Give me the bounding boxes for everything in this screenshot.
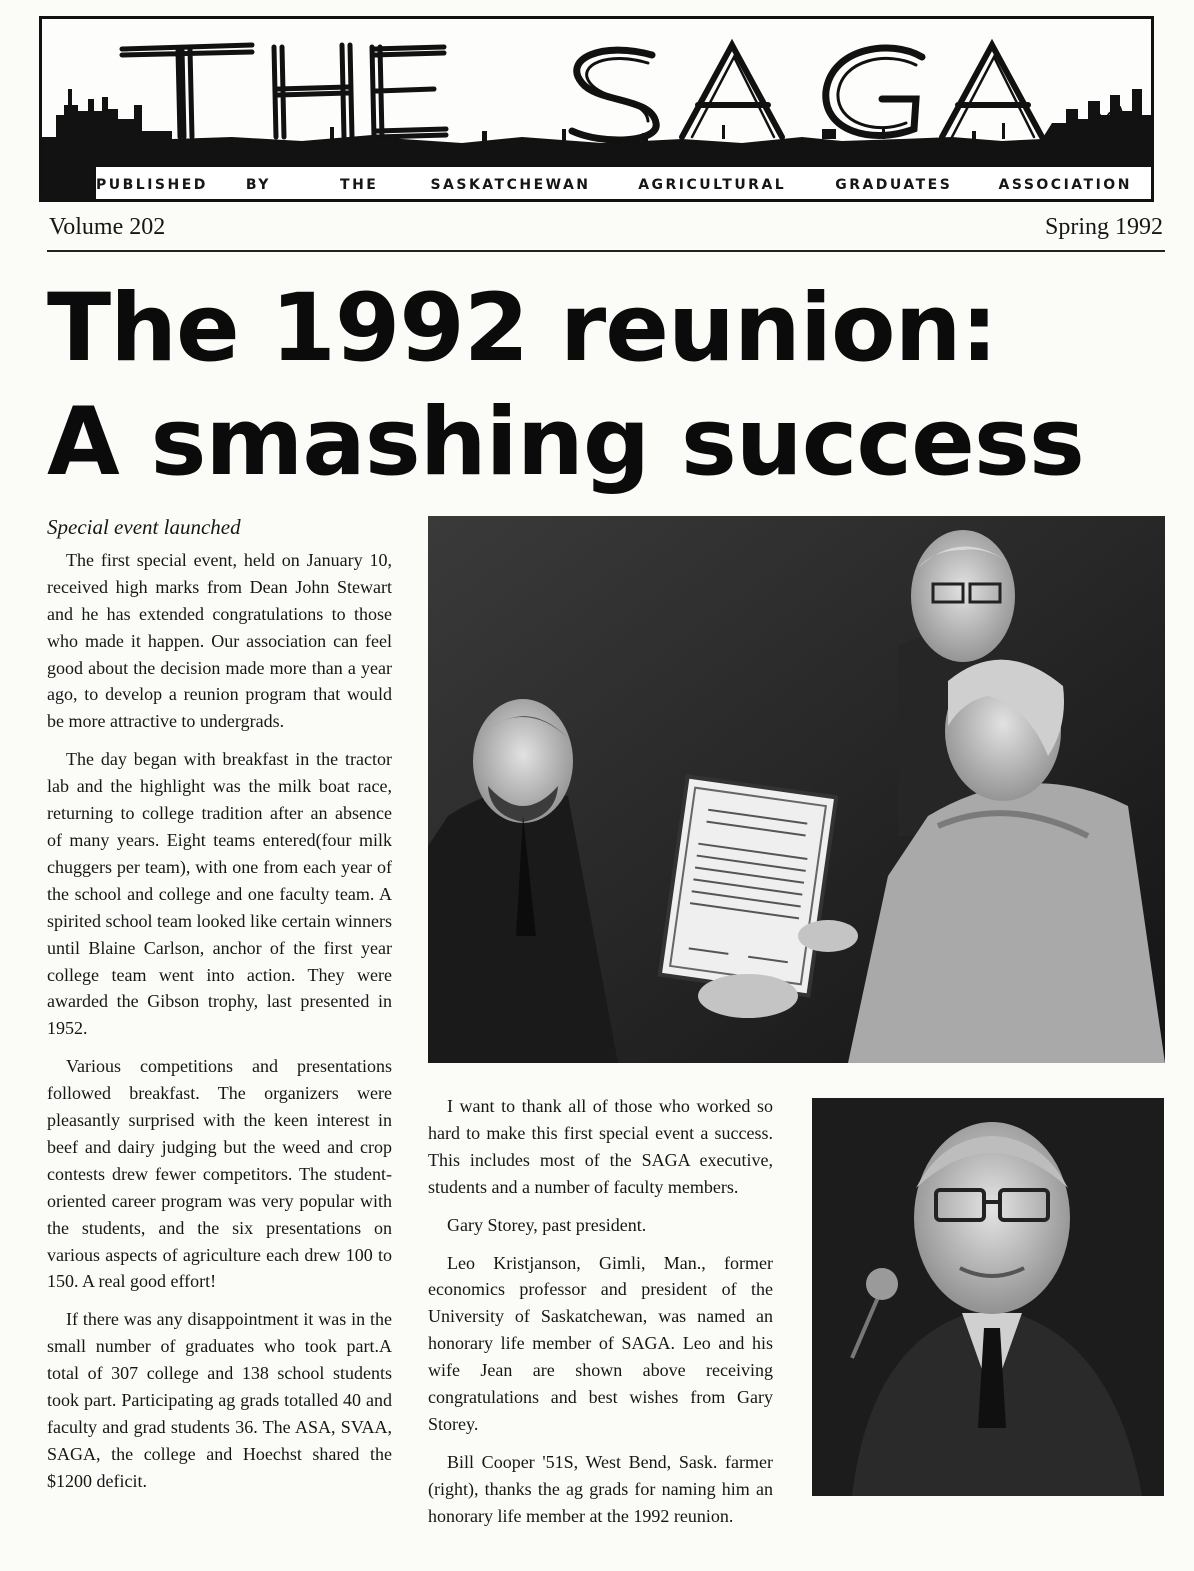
- tagline-word: AGRICULTURAL: [638, 177, 787, 193]
- tagline-word: GRADUATES: [835, 177, 953, 193]
- photo-award-presentation: [428, 516, 1165, 1063]
- article-paragraph: Various competitions and presentations followed breakfast. The organizers were pleasantly surprised with the keen interest in beef and dairy judging but the weed and crop contests drew fewer competitors. The student-oriented career program was very popular with the students, and the six presentations on various aspects of agriculture each drew 100 to 150. A real good effort!: [47, 1056, 392, 1292]
- masthead-title-lettering: [122, 45, 1124, 140]
- headline: [47, 272, 1167, 500]
- issue-season: Spring 1992: [1044, 214, 1163, 240]
- photo-caption: Leo Kristjanson, Gimli, Man., former economics professor and president of the University of Saskatchewan, was named an honorary life member of SAGA. Leo and his wife Jean are shown above receiving congratulations and best wishes from Gary Storey.: [428, 1252, 773, 1434]
- article-signoff: Gary Storey, past president.: [447, 1214, 647, 1235]
- article-paragraph: If there was any disappointment it was in the small number of graduates who took part.A total of 307 college and 138 school students took part. Participating ag grads totalled 40 and faculty and grad students 36. The ASA, SVAA, SAGA, the college and Hoechst shared the $1200 deficit.: [47, 1309, 392, 1491]
- article-paragraph: The first special event, held on January 10, received high marks from Dean John Stewart and he has extended congratulations to those who made it happen. Our association can feel good about the decision made more than a year ago, to develop a reunion program that would be more attractive to undergrads.: [47, 549, 392, 732]
- volume-number: Volume 202: [49, 214, 166, 240]
- article-column-middle: [428, 1093, 773, 1541]
- article-subhead: Special event launched: [47, 515, 241, 539]
- article-column-left: [47, 514, 392, 1506]
- tagline-word: SASKATCHEWAN: [430, 177, 591, 193]
- photo-bill-cooper: [812, 1098, 1164, 1496]
- tagline-word: BY: [245, 177, 271, 193]
- tagline-word: PUBLISHED: [96, 177, 208, 193]
- headline-line-2: A smashing success: [47, 388, 1084, 497]
- masthead-tagline: [94, 165, 1154, 202]
- headline-line-1: The 1992 reunion:: [47, 274, 998, 383]
- photo-award-presentation-image: [428, 516, 1165, 1063]
- masthead: [39, 16, 1154, 202]
- issue-line: [47, 210, 1165, 252]
- photo-bill-cooper-image: [812, 1098, 1164, 1496]
- photo-caption: Bill Cooper '51S, West Bend, Sask. farmer (right), thanks the ag grads for naming him an honorary life member at the 1992 reunion.: [428, 1451, 773, 1526]
- article-paragraph: The day began with breakfast in the tractor lab and the highlight was the milk boat race, returning to college tradition after an absence of many years. Eight teams entered(four milk chuggers per team), with one from each year of the school and college and one faculty team. A spirited school team looked like certain winners until Blaine Carlson, anchor of the first year college team went into action. They were awarded the Gibson trophy, last presented in 1952.: [47, 749, 392, 1039]
- tagline-word: THE: [340, 177, 379, 193]
- tagline-word: ASSOCIATION: [998, 177, 1132, 193]
- article-paragraph: I want to thank all of those who worked so hard to make this first special event a success. This includes most of the SAGA executive, students and a number of faculty members.: [428, 1096, 773, 1197]
